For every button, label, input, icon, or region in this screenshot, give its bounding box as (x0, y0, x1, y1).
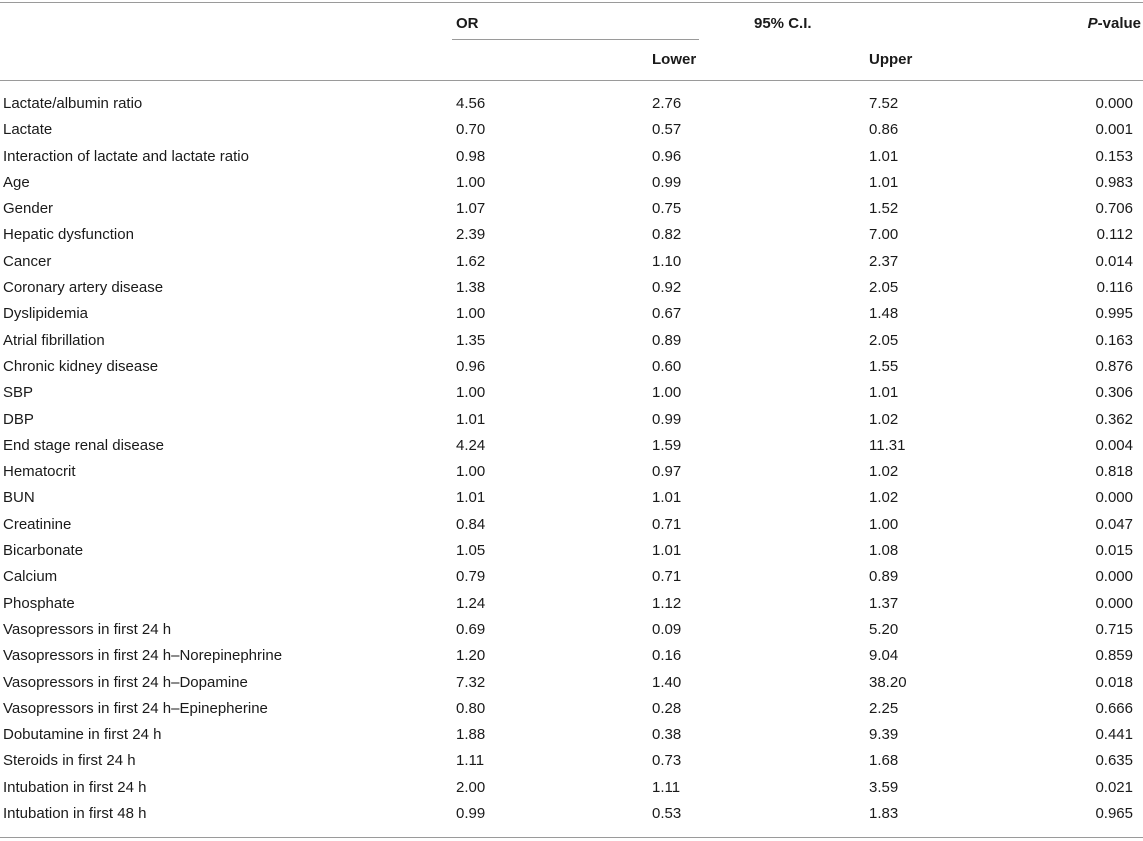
cell-p-value: 0.163 (1095, 331, 1133, 349)
table-row (0, 538, 1143, 564)
cell-lower: 0.28 (652, 699, 682, 717)
header-ci: 95% C.I. (754, 15, 812, 32)
cell-p-value: 0.000 (1095, 95, 1133, 112)
table-row (0, 617, 1143, 643)
cell-upper: 3.59 (869, 778, 899, 796)
row-label: Dyslipidemia (3, 305, 89, 323)
cell-p-value: 0.306 (1095, 384, 1133, 402)
cell-lower: 1.00 (652, 384, 682, 402)
cell-or: 0.99 (456, 805, 486, 823)
cell-lower: 2.76 (652, 95, 682, 112)
header-upper: Upper (869, 51, 913, 68)
cell-p-value: 0.983 (1095, 173, 1133, 191)
row-label: Vasopressors in first 24 h–Norepinephrine (3, 647, 283, 665)
table-body (0, 91, 1143, 827)
cell-or: 0.84 (456, 515, 486, 533)
cell-p-value: 0.876 (1095, 357, 1133, 375)
table-row (0, 512, 1143, 538)
cell-p-value: 0.362 (1095, 410, 1133, 428)
cell-upper: 11.31 (869, 436, 906, 454)
cell-lower: 1.01 (652, 542, 682, 560)
cell-upper: 2.25 (869, 699, 899, 717)
cell-or: 0.69 (456, 620, 486, 638)
cell-or: 1.05 (456, 542, 486, 560)
cell-p-value: 0.818 (1095, 463, 1133, 481)
cell-p-value: 0.014 (1095, 252, 1133, 270)
header-p-italic: P (1087, 15, 1098, 32)
cell-lower: 0.09 (652, 620, 682, 638)
cell-or: 1.07 (456, 200, 486, 218)
cell-lower: 0.92 (652, 279, 682, 297)
row-label: Interaction of lactate and lactate ratio (3, 147, 249, 165)
cell-lower: 1.40 (652, 673, 682, 691)
cell-or: 1.00 (456, 173, 486, 191)
cell-upper: 0.89 (869, 568, 899, 586)
cell-p-value: 0.715 (1095, 620, 1133, 638)
cell-p-value: 0.995 (1095, 305, 1133, 323)
cell-lower: 0.53 (652, 805, 682, 823)
cell-p-value: 0.116 (1096, 279, 1133, 297)
row-label: DBP (3, 410, 34, 428)
cell-p-value: 0.112 (1096, 226, 1133, 244)
cell-or: 2.00 (456, 778, 486, 796)
row-label: Hematocrit (3, 463, 76, 481)
cell-or: 1.24 (456, 594, 486, 612)
cell-p-value: 0.000 (1095, 489, 1133, 507)
row-label: Lactate/albumin ratio (3, 95, 143, 112)
row-label: Intubation in first 24 h (3, 778, 147, 796)
cell-upper: 5.20 (869, 620, 899, 638)
table-row (0, 748, 1143, 774)
cell-upper: 1.01 (869, 173, 899, 191)
cell-or: 1.88 (456, 726, 486, 744)
cell-p-value: 0.001 (1095, 121, 1133, 139)
cell-lower: 0.96 (652, 147, 682, 165)
row-label: End stage renal disease (3, 436, 164, 454)
cell-lower: 1.12 (652, 594, 682, 612)
cell-lower: 0.99 (652, 410, 682, 428)
cell-p-value: 0.635 (1095, 752, 1133, 770)
cell-upper: 1.48 (869, 305, 899, 323)
table-row (0, 117, 1143, 143)
cell-p-value: 0.000 (1095, 594, 1133, 612)
row-label: Vasopressors in first 24 h (3, 620, 172, 638)
row-label: Hepatic dysfunction (3, 226, 134, 244)
cell-upper: 1.02 (869, 489, 899, 507)
cell-lower: 0.75 (652, 200, 682, 218)
cell-p-value: 0.047 (1095, 515, 1133, 533)
table-row (0, 485, 1143, 511)
row-label: Vasopressors in first 24 h–Dopamine (3, 673, 248, 691)
cell-p-value: 0.965 (1095, 805, 1133, 823)
cell-lower: 0.16 (652, 647, 682, 665)
cell-upper: 1.52 (869, 200, 899, 218)
row-label: Bicarbonate (3, 542, 84, 560)
cell-or: 1.00 (456, 384, 486, 402)
table-row (0, 407, 1143, 433)
row-label: Calcium (3, 568, 58, 586)
cell-or: 4.56 (456, 95, 486, 112)
cell-or: 1.62 (456, 252, 486, 270)
row-label: Creatinine (3, 515, 72, 533)
header-bottom-rule (0, 80, 1143, 81)
cell-or: 1.38 (456, 279, 486, 297)
row-label: Age (3, 173, 30, 191)
cell-p-value: 0.000 (1095, 568, 1133, 586)
row-label: Lactate (3, 121, 53, 139)
header-p-suffix: -value (1097, 15, 1141, 32)
cell-lower: 1.59 (652, 436, 682, 454)
cell-p-value: 0.004 (1095, 436, 1133, 454)
row-label: Phosphate (3, 594, 75, 612)
table-row (0, 722, 1143, 748)
cell-lower: 1.11 (652, 778, 681, 796)
cell-or: 1.00 (456, 305, 486, 323)
cell-or: 1.35 (456, 331, 486, 349)
cell-or: 0.70 (456, 121, 486, 139)
cell-lower: 0.38 (652, 726, 682, 744)
cell-lower: 1.01 (652, 489, 682, 507)
cell-or: 0.96 (456, 357, 486, 375)
cell-upper: 2.05 (869, 331, 899, 349)
cell-or: 0.79 (456, 568, 486, 586)
cell-upper: 1.83 (869, 805, 899, 823)
table-row (0, 696, 1143, 722)
cell-p-value: 0.153 (1095, 147, 1133, 165)
cell-or: 1.20 (456, 647, 486, 665)
cell-lower: 0.97 (652, 463, 682, 481)
cell-p-value: 0.666 (1095, 699, 1133, 717)
cell-p-value: 0.015 (1095, 542, 1133, 560)
table-row (0, 196, 1143, 222)
table-row (0, 459, 1143, 485)
table-row (0, 170, 1143, 196)
cell-upper: 7.00 (869, 226, 899, 244)
cell-upper: 9.04 (869, 647, 899, 665)
header-lower: Lower (652, 51, 697, 68)
cell-upper: 0.86 (869, 121, 899, 139)
cell-upper: 1.68 (869, 752, 899, 770)
cell-lower: 0.57 (652, 121, 682, 139)
header-p-value (1088, 15, 1141, 33)
cell-upper: 9.39 (869, 726, 899, 744)
row-label: Gender (3, 200, 54, 218)
cell-lower: 1.10 (652, 252, 682, 270)
cell-upper: 38.20 (869, 673, 907, 691)
cell-upper: 2.05 (869, 279, 899, 297)
cell-upper: 1.02 (869, 463, 899, 481)
cell-p-value: 0.021 (1095, 778, 1133, 796)
row-label: BUN (3, 489, 35, 507)
table-row (0, 380, 1143, 406)
table-row (0, 328, 1143, 354)
table-row (0, 564, 1143, 590)
row-label: Chronic kidney disease (3, 357, 159, 375)
cell-upper: 1.37 (869, 594, 899, 612)
cell-or: 1.01 (456, 410, 486, 428)
table-top-rule (0, 2, 1143, 3)
row-label: Intubation in first 48 h (3, 805, 147, 823)
cell-upper: 1.01 (869, 147, 899, 165)
cell-lower: 0.71 (652, 515, 682, 533)
table-row (0, 144, 1143, 170)
table-bottom-rule (0, 837, 1143, 838)
cell-p-value: 0.018 (1095, 673, 1133, 691)
cell-or: 0.80 (456, 699, 486, 717)
cell-or: 0.98 (456, 147, 486, 165)
cell-or: 1.11 (456, 752, 485, 770)
row-label: Vasopressors in first 24 h–Epinepherine (3, 699, 268, 717)
row-label: Atrial fibrillation (3, 331, 105, 349)
cell-lower: 0.89 (652, 331, 682, 349)
cell-upper: 1.01 (869, 384, 899, 402)
cell-upper: 1.00 (869, 515, 899, 533)
row-label: Steroids in first 24 h (3, 752, 136, 770)
row-label: Cancer (3, 252, 52, 270)
header-or: OR (456, 15, 479, 32)
cell-upper: 7.52 (869, 95, 899, 112)
cell-lower: 0.67 (652, 305, 682, 323)
table-row (0, 301, 1143, 327)
cell-or: 4.24 (456, 436, 486, 454)
table-row (0, 222, 1143, 248)
cell-or: 1.00 (456, 463, 486, 481)
table-row (0, 275, 1143, 301)
row-label: Coronary artery disease (3, 279, 164, 297)
cell-p-value: 0.441 (1095, 726, 1133, 744)
table-row (0, 591, 1143, 617)
cell-lower: 0.60 (652, 357, 682, 375)
cell-lower: 0.71 (652, 568, 682, 586)
cell-lower: 0.73 (652, 752, 682, 770)
ci-span-rule (452, 39, 699, 40)
cell-or: 1.01 (456, 489, 486, 507)
table-row (0, 249, 1143, 275)
cell-or: 2.39 (456, 226, 486, 244)
table-row (0, 670, 1143, 696)
row-label: SBP (3, 384, 34, 402)
cell-or: 7.32 (456, 673, 486, 691)
cell-upper: 1.02 (869, 410, 899, 428)
table-row (0, 91, 1143, 117)
cell-upper: 1.08 (869, 542, 899, 560)
cell-lower: 0.99 (652, 173, 682, 191)
table-row (0, 433, 1143, 459)
cell-lower: 0.82 (652, 226, 682, 244)
cell-upper: 2.37 (869, 252, 899, 270)
cell-p-value: 0.859 (1095, 647, 1133, 665)
row-label: Dobutamine in first 24 h (3, 726, 162, 744)
table-row (0, 643, 1143, 669)
cell-upper: 1.55 (869, 357, 899, 375)
table-row (0, 775, 1143, 801)
table-row (0, 801, 1143, 827)
table-row (0, 354, 1143, 380)
cell-p-value: 0.706 (1095, 200, 1133, 218)
